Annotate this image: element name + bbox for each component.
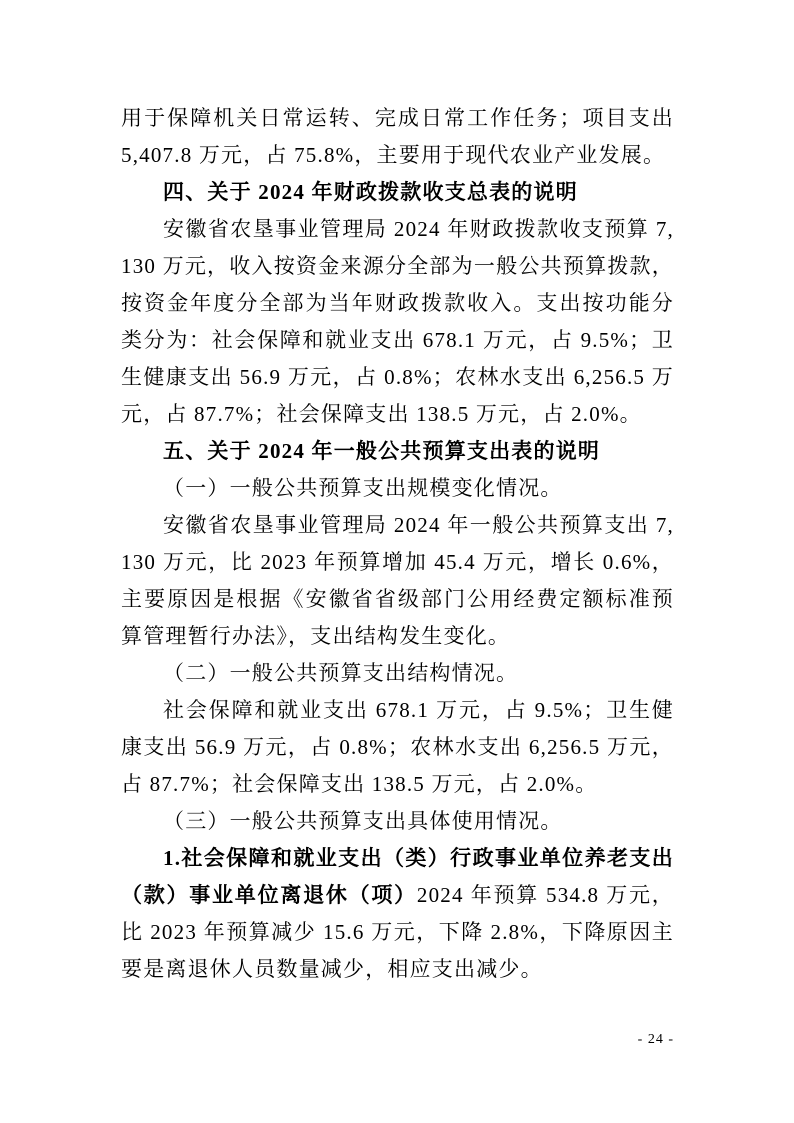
paragraph: 安徽省农垦事业管理局 2024 年一般公共预算支出 7,130 万元，比 2023 年预算增加 45.4 万元，增长 0.6%，主要原因是根据《安徽省省级部门公用经费定额标准预算管理暂行办法》，支出结构发生变化。 [121,513,674,648]
paragraph: （一）一般公共预算支出规模变化情况。 [163,476,563,500]
page-number: - 24 - [637,1032,674,1047]
section-heading: 五、关于 2024 年一般公共预算支出表的说明 [163,439,601,463]
paragraph: 安徽省农垦事业管理局 2024 年财政拨款收支预算 7,130 万元，收入按资金来源分全部为一般公共预算拨款，按资金年度分全部为当年财政拨款收入。支出按功能分类分为：社会保障和就业支出 678.1 万元，占 9.5%；卫生健康支出 56.9 万元，占 0.8%；农林水支出 6,256.5 万元，占 87.7%；社会保障支出 138.5 万元，占 2.0%。 [121,217,674,426]
paragraph: （三）一般公共预算支出具体使用情况。 [163,809,563,833]
paragraph: 用于保障机关日常运转、完成日常工作任务；项目支出 5,407.8 万元，占 75.8%，主要用于现代农业产业发展。 [121,106,674,167]
paragraph-bold-lead: 1.社会保障和就业支出（类）行政事业单位养老支出（款）事业单位离退休（项） [121,846,674,907]
document-body [121,100,674,988]
paragraph [121,840,674,988]
section-heading: 四、关于 2024 年财政拨款收支总表的说明 [163,180,578,204]
paragraph: 社会保障和就业支出 678.1 万元，占 9.5%；卫生健康支出 56.9 万元，占 0.8%；农林水支出 6,256.5 万元，占 87.7%；社会保障支出 138.5 万元，占 2.0%。 [121,698,674,796]
paragraph-text: 2024 年预算 534.8 万元，比 2023 年预算减少 15.6 万元，下降 2.8%，下降原因主要是离退休人员数量减少，相应支出减少。 [121,883,674,981]
paragraph: （二）一般公共预算支出结构情况。 [163,661,519,685]
